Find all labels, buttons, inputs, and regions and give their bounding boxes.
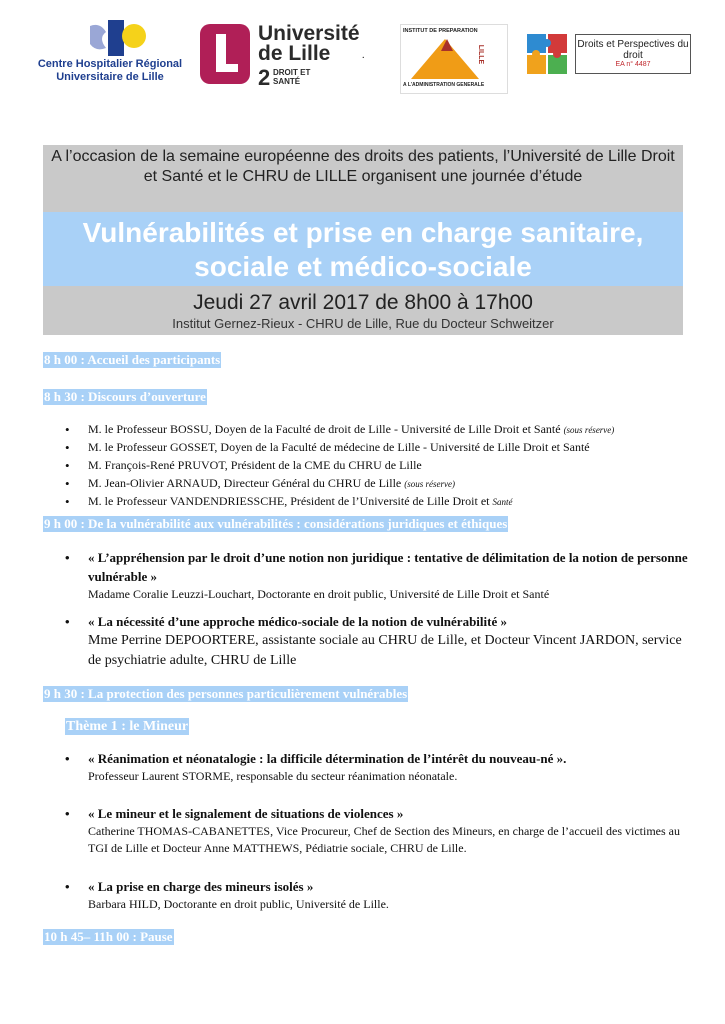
dpd-label-box — [575, 34, 691, 74]
talk-speaker: Mme Perrine DEPOORTERE, assistante sociale au CHRU de Lille, et Docteur Vincent JARDON, service de psychiatrie adulte, CHRU de Lille — [88, 633, 682, 668]
list-item: • M. Jean-Olivier ARNAUD, Directeur Général du CHRU de Lille (sous réserve) — [88, 475, 614, 493]
dpd-code: EA n° 4487 — [615, 61, 651, 68]
talk-title: • « Réanimation et néonatalogie : la difficile détermination de l’intérêt du nouveau-né ». — [88, 749, 688, 768]
guest-list — [88, 421, 614, 511]
list-item: • M. le Professeur VANDENDRIESSCHE, Président de l’Université de Lille Droit et Santé — [88, 493, 614, 511]
dpd-title: Droits et Perspectives du droit — [577, 39, 689, 61]
talk-speaker: Barbara HILD, Doctorante en droit public, Université de Lille. — [88, 897, 389, 911]
talk-4 — [88, 804, 688, 857]
talk-title: • « La prise en charge des mineurs isolés » — [88, 877, 688, 896]
chru-logo — [30, 16, 190, 88]
talk-title: • « Le mineur et le signalement de situations de violences » — [88, 804, 688, 823]
slot-accueil: 8 h 00 : Accueil des participants — [44, 352, 221, 367]
theme-mineur: Thème 1 : le Mineur — [66, 719, 189, 734]
slot-pause: 10 h 45– 11h 00 : Pause — [44, 929, 173, 944]
separator-dot: . — [362, 50, 365, 61]
talk-3 — [88, 749, 688, 785]
ulille-name: Université de Lille — [258, 22, 360, 65]
event-place: Institut Gernez-Rieux - CHRU de Lille, Rue du Docteur Schweitzer — [172, 316, 554, 331]
slot-vulnerabilite: 9 h 00 : De la vulnérabilité aux vulnérabilités : considérations juridiques et éthiques — [44, 516, 508, 531]
ipag-top-text: INSTITUT DE PREPARATION — [403, 28, 478, 34]
slot-protection: 9 h 30 : La protection des personnes particulièrement vulnérables — [44, 686, 408, 701]
event-title: Vulnérabilités et prise en charge sanitaire, sociale et médico-sociale — [43, 212, 683, 286]
list-item: • M. le Professeur GOSSET, Doyen de la Faculté de médecine de Lille - Université de Lille Droit et Santé — [88, 439, 614, 457]
talk-title: • « La nécessité d’une approche médico-sociale de la notion de vulnérabilité » — [88, 612, 688, 631]
list-item: • M. François-René PRUVOT, Président de la CME du CHRU de Lille — [88, 457, 614, 475]
ulille-emblem-icon — [200, 24, 250, 84]
droits-perspectives-logo — [525, 30, 693, 82]
talk-2 — [88, 612, 688, 671]
ipag-logo — [400, 24, 508, 94]
talk-title: • « L’appréhension par le droit d’une notion non juridique : tentative de délimitation de la notion de personne vulnérable » — [88, 548, 688, 586]
ipag-inner-triangle-icon — [441, 39, 453, 51]
talk-1 — [88, 548, 688, 603]
date-block — [43, 286, 683, 335]
event-date: Jeudi 27 avril 2017 de 8h00 à 17h00 — [193, 291, 533, 314]
talk-speaker: Madame Coralie Leuzzi-Louchart, Doctorante en droit public, Université de Lille Droit et Santé — [88, 587, 550, 601]
intro-text: A l’occasion de la semaine européenne des droits des patients, l’Université de Lille Droit et Santé et le CHRU de LILLE organisent une journée d’étude — [43, 145, 683, 212]
ulille-number: 2 — [258, 65, 271, 90]
ipag-side-text: LILLE — [477, 44, 485, 65]
chru-name: Centre Hospitalier Régional Universitaire de Lille — [37, 58, 183, 83]
puzzle-icon — [525, 32, 569, 76]
ipag-bottom-text: A L'ADMINISTRATION GENERALE — [403, 82, 485, 88]
talk-speaker: Professeur Laurent STORME, responsable du secteur réanimation néonatale. — [88, 769, 458, 783]
chru-emblem-icon — [86, 18, 150, 58]
talk-speaker: Catherine THOMAS-CABANETTES, Vice Procureur, Chef de Section des Mineurs, en charge de l’accueil des victimes au TGI de Lille et Docteur Anne MATTHEWS, Pédiatrie sociale, CHRU de Lille. — [88, 824, 680, 855]
list-item: • M. le Professeur BOSSU, Doyen de la Faculté de droit de Lille - Université de Lille Droit et Santé (sous réserve) — [88, 421, 614, 439]
universite-lille-logo — [200, 24, 365, 88]
ulille-subtitle: DROIT ET SANTÉ — [273, 68, 311, 86]
logo-bar — [0, 0, 725, 100]
talk-5 — [88, 877, 688, 913]
slot-discours: 8 h 30 : Discours d’ouverture — [44, 389, 206, 404]
